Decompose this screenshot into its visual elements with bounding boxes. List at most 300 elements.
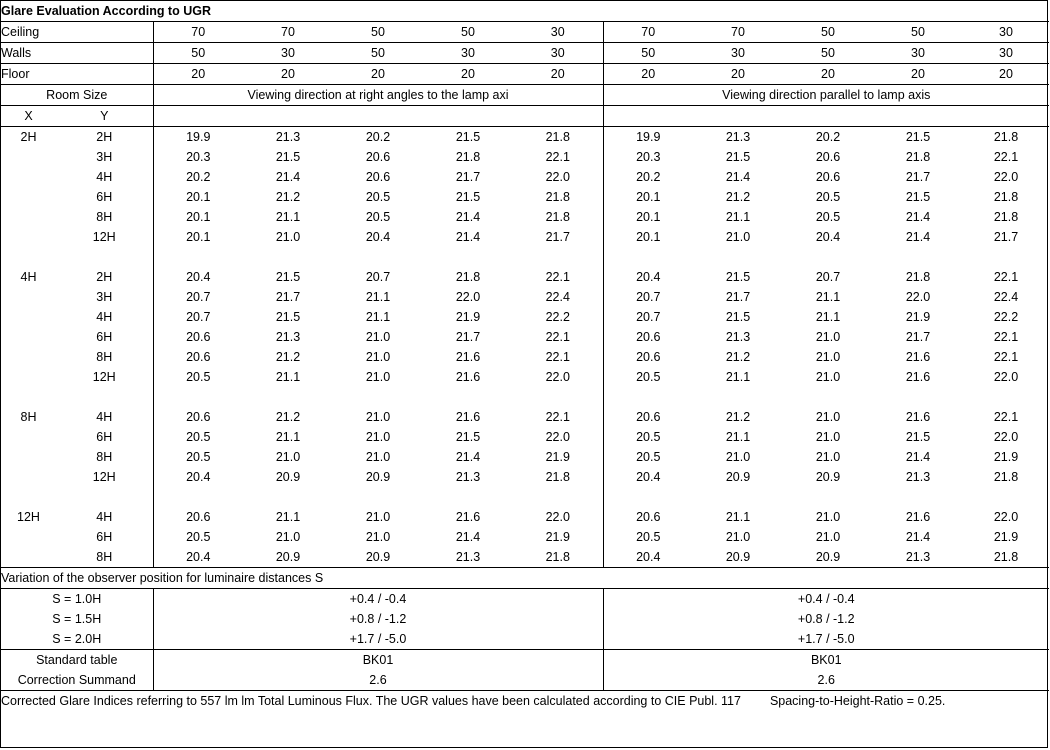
ugr-value-par-3: 20.5 bbox=[815, 190, 841, 204]
ugr-value-perp-2: 21.0 bbox=[275, 450, 301, 464]
ugr-value-par-4: 21.4 bbox=[905, 210, 931, 224]
ugr-value-par-5: 22.0 bbox=[993, 370, 1019, 384]
ugr-value-perp-5: 22.1 bbox=[513, 327, 603, 347]
ugr-value-perp-5: 22.4 bbox=[513, 287, 603, 307]
room-size-y: 6H bbox=[56, 187, 153, 207]
ugr-value-par-1: 20.6 bbox=[636, 510, 661, 524]
room-size-header: Room Size bbox=[1, 85, 153, 106]
ugr-value-par-3: 20.6 bbox=[815, 150, 841, 164]
ugr-value-perp-4: 21.6 bbox=[455, 410, 481, 424]
ugr-value-par-1: 19.9 bbox=[636, 130, 661, 144]
ugr-value-par-2: 21.5 bbox=[725, 310, 751, 324]
ugr-value-perp-3: 20.2 bbox=[365, 130, 391, 144]
ceiling-value-7: 70 bbox=[693, 22, 783, 43]
room-size-x bbox=[1, 147, 56, 167]
room-size-x bbox=[1, 307, 56, 327]
ugr-value-par-1: 20.1 bbox=[636, 190, 661, 204]
ugr-value-perp-4: 21.9 bbox=[455, 310, 481, 324]
ugr-value-par-3: 20.2 bbox=[815, 130, 841, 144]
ugr-value-perp-1: 20.7 bbox=[186, 290, 211, 304]
correction-summand-row bbox=[1, 670, 1049, 691]
row-label-ceiling: Ceiling bbox=[1, 22, 153, 43]
ugr-value-perp-3: 21.0 bbox=[365, 510, 391, 524]
ugr-value-perp-2: 21.0 bbox=[275, 530, 301, 544]
ugr-value-perp-4: 21.3 bbox=[455, 470, 481, 484]
ugr-value-par-5: 22.0 bbox=[993, 510, 1019, 524]
axis-header-spacer-left bbox=[153, 106, 603, 127]
ugr-value-par-4: 21.7 bbox=[905, 170, 931, 184]
ugr-value-perp-1: 20.2 bbox=[186, 170, 211, 184]
walls-value-1: 50 bbox=[153, 43, 243, 64]
ugr-value-par-5: 22.1 bbox=[993, 330, 1019, 344]
ugr-value-perp-5: 21.8 bbox=[513, 467, 603, 487]
ugr-value-par-5: 21.9 bbox=[993, 450, 1019, 464]
ugr-value-par-2: 21.2 bbox=[725, 190, 751, 204]
ugr-value-par-2: 21.0 bbox=[725, 450, 751, 464]
ugr-value-par-1: 20.7 bbox=[636, 290, 661, 304]
ugr-value-par-5: 21.8 bbox=[993, 550, 1019, 564]
variation-row-3 bbox=[1, 629, 1049, 650]
table-row bbox=[1, 467, 1049, 487]
floor-value-3: 20 bbox=[333, 64, 423, 85]
ugr-value-perp-4: 21.3 bbox=[455, 550, 481, 564]
floor-value-9: 20 bbox=[873, 64, 963, 85]
ugr-value-perp-5: 21.7 bbox=[513, 227, 603, 247]
ugr-value-par-1: 20.6 bbox=[636, 410, 661, 424]
ceiling-value-6: 70 bbox=[603, 22, 693, 43]
ugr-value-par-4: 21.8 bbox=[905, 270, 931, 284]
ugr-value-perp-3: 21.0 bbox=[365, 350, 391, 364]
walls-value-2: 30 bbox=[243, 43, 333, 64]
ugr-value-par-2: 21.0 bbox=[725, 230, 751, 244]
table-row bbox=[1, 287, 1049, 307]
floor-value-5: 20 bbox=[513, 64, 603, 85]
row-label-floor: Floor bbox=[1, 64, 153, 85]
table-row bbox=[1, 507, 1049, 527]
ugr-value-perp-4: 21.5 bbox=[455, 130, 481, 144]
ugr-value-perp-2: 21.3 bbox=[275, 330, 301, 344]
ugr-value-perp-3: 20.9 bbox=[365, 470, 391, 484]
ugr-value-perp-2: 21.2 bbox=[275, 410, 301, 424]
table-row bbox=[1, 227, 1049, 247]
table-row bbox=[1, 127, 1049, 148]
standard-table-row bbox=[1, 650, 1049, 671]
ugr-value-perp-5: 21.8 bbox=[513, 207, 603, 227]
table-row bbox=[1, 327, 1049, 347]
ugr-value-perp-2: 21.1 bbox=[275, 370, 301, 384]
table-row bbox=[1, 407, 1049, 427]
ugr-value-par-4: 21.6 bbox=[905, 510, 931, 524]
ugr-value-perp-4: 21.7 bbox=[455, 330, 481, 344]
room-size-y: 6H bbox=[56, 527, 153, 547]
room-size-y: 8H bbox=[56, 207, 153, 227]
ugr-value-perp-5: 22.1 bbox=[513, 347, 603, 367]
ugr-value-par-1: 20.4 bbox=[636, 270, 661, 284]
ugr-value-perp-2: 21.7 bbox=[275, 290, 301, 304]
room-size-y: 2H bbox=[56, 127, 153, 148]
room-size-y: 4H bbox=[56, 307, 153, 327]
ugr-value-perp-5: 22.0 bbox=[513, 507, 603, 527]
ugr-value-perp-5: 22.0 bbox=[513, 167, 603, 187]
room-size-y: 4H bbox=[56, 167, 153, 187]
ugr-value-perp-2: 21.5 bbox=[275, 270, 301, 284]
ceiling-value-8: 50 bbox=[783, 22, 873, 43]
walls-value-4: 30 bbox=[423, 43, 513, 64]
variation-row-2 bbox=[1, 609, 1049, 629]
variation-right-2: +0.8 / -1.2 bbox=[797, 612, 855, 626]
ugr-value-perp-1: 20.5 bbox=[186, 530, 211, 544]
row-label-walls: Walls bbox=[1, 43, 153, 64]
ugr-value-perp-3: 20.4 bbox=[365, 230, 391, 244]
table-row bbox=[1, 547, 1049, 568]
ugr-value-perp-4: 21.7 bbox=[455, 170, 481, 184]
room-size-y: 12H bbox=[56, 227, 153, 247]
variation-title: Variation of the observer position for luminaire distances S bbox=[1, 568, 1049, 589]
ugr-value-par-3: 21.1 bbox=[815, 310, 841, 324]
room-size-x bbox=[1, 187, 56, 207]
room-size-x bbox=[1, 467, 56, 487]
room-size-x bbox=[1, 227, 56, 247]
ugr-value-par-5: 22.2 bbox=[993, 310, 1019, 324]
ugr-value-perp-3: 21.1 bbox=[365, 310, 391, 324]
direction-parallel-header: Viewing direction parallel to lamp axis bbox=[603, 85, 1049, 106]
room-size-y: 4H bbox=[56, 507, 153, 527]
ugr-value-perp-2: 21.5 bbox=[275, 310, 301, 324]
ugr-value-par-2: 21.3 bbox=[725, 330, 751, 344]
ugr-value-perp-3: 21.0 bbox=[365, 530, 391, 544]
ugr-value-perp-5: 21.8 bbox=[513, 127, 603, 148]
correction-summand-left: 2.6 bbox=[153, 670, 603, 691]
ugr-value-par-2: 21.1 bbox=[725, 430, 751, 444]
walls-value-10: 30 bbox=[963, 43, 1049, 64]
axis-y-header: Y bbox=[56, 106, 153, 127]
ugr-value-par-3: 21.0 bbox=[815, 430, 841, 444]
ugr-value-par-4: 21.7 bbox=[905, 330, 931, 344]
footer-cell bbox=[1, 691, 1049, 712]
variation-right-3: +1.7 / -5.0 bbox=[797, 632, 855, 646]
ugr-value-par-4: 21.4 bbox=[905, 230, 931, 244]
room-size-y: 8H bbox=[56, 447, 153, 467]
ugr-value-perp-3: 20.6 bbox=[365, 170, 391, 184]
ceiling-value-3: 50 bbox=[333, 22, 423, 43]
ceiling-value-4: 50 bbox=[423, 22, 513, 43]
ugr-value-perp-5: 21.9 bbox=[513, 447, 603, 467]
walls-value-3: 50 bbox=[333, 43, 423, 64]
room-size-x bbox=[1, 427, 56, 447]
ugr-value-par-3: 20.7 bbox=[815, 270, 841, 284]
floor-value-2: 20 bbox=[243, 64, 333, 85]
correction-summand-label: Correction Summand bbox=[1, 670, 153, 691]
ugr-value-par-1: 20.6 bbox=[636, 330, 661, 344]
ugr-value-perp-1: 20.1 bbox=[186, 210, 211, 224]
ugr-value-perp-5: 22.1 bbox=[513, 407, 603, 427]
ugr-value-perp-4: 21.4 bbox=[455, 210, 481, 224]
ugr-value-par-5: 22.0 bbox=[993, 170, 1019, 184]
ugr-value-par-2: 21.2 bbox=[725, 350, 751, 364]
ugr-value-par-1: 20.1 bbox=[636, 210, 661, 224]
room-size-x: 12H bbox=[17, 510, 40, 524]
ugr-value-perp-4: 21.6 bbox=[455, 510, 481, 524]
ugr-value-perp-4: 21.4 bbox=[455, 450, 481, 464]
ugr-value-perp-3: 20.9 bbox=[365, 550, 391, 564]
ugr-value-perp-2: 21.2 bbox=[275, 190, 301, 204]
ugr-value-perp-3: 21.0 bbox=[365, 370, 391, 384]
ugr-value-perp-4: 21.6 bbox=[455, 370, 481, 384]
room-size-y: 3H bbox=[56, 147, 153, 167]
ugr-value-par-3: 20.9 bbox=[815, 470, 841, 484]
floor-value-1: 20 bbox=[153, 64, 243, 85]
ugr-value-par-1: 20.5 bbox=[636, 430, 661, 444]
ugr-value-par-4: 21.5 bbox=[905, 190, 931, 204]
room-size-x bbox=[1, 167, 56, 187]
ugr-value-perp-3: 20.6 bbox=[365, 150, 391, 164]
table-row bbox=[1, 347, 1049, 367]
variation-label-2: S = 1.5H bbox=[1, 609, 153, 629]
room-size-x bbox=[1, 207, 56, 227]
room-size-y: 12H bbox=[56, 467, 153, 487]
ugr-value-par-2: 21.5 bbox=[725, 150, 751, 164]
ugr-value-perp-5: 22.1 bbox=[513, 267, 603, 287]
variation-right-1: +0.4 / -0.4 bbox=[797, 592, 855, 606]
room-size-y: 6H bbox=[56, 427, 153, 447]
ugr-value-perp-3: 20.5 bbox=[365, 190, 391, 204]
variation-label-3: S = 2.0H bbox=[1, 629, 153, 650]
ugr-value-par-1: 20.5 bbox=[636, 370, 661, 384]
ugr-value-perp-4: 21.5 bbox=[455, 190, 481, 204]
ugr-value-par-4: 22.0 bbox=[905, 290, 931, 304]
ugr-value-perp-2: 21.1 bbox=[275, 510, 301, 524]
ugr-value-par-1: 20.1 bbox=[636, 230, 661, 244]
ugr-value-par-3: 20.6 bbox=[815, 170, 841, 184]
room-size-x bbox=[1, 367, 56, 387]
ceiling-value-10: 30 bbox=[963, 22, 1049, 43]
floor-value-8: 20 bbox=[783, 64, 873, 85]
ugr-value-par-5: 22.1 bbox=[993, 150, 1019, 164]
axis-x-header: X bbox=[1, 106, 56, 127]
page-title: Glare Evaluation According to UGR bbox=[1, 1, 1049, 22]
table-row bbox=[1, 367, 1049, 387]
sheet-title-row bbox=[1, 1, 1049, 22]
ugr-value-par-4: 21.6 bbox=[905, 410, 931, 424]
ugr-value-perp-3: 21.0 bbox=[365, 410, 391, 424]
axis-header-row bbox=[1, 106, 1049, 127]
ugr-value-par-2: 21.2 bbox=[725, 410, 751, 424]
ugr-value-perp-4: 21.8 bbox=[455, 270, 481, 284]
ugr-value-par-2: 21.5 bbox=[725, 270, 751, 284]
room-size-x: 4H bbox=[20, 270, 37, 284]
ugr-value-perp-1: 20.1 bbox=[186, 230, 211, 244]
ugr-value-par-5: 21.7 bbox=[993, 230, 1019, 244]
room-size-x bbox=[1, 547, 56, 568]
ugr-value-perp-1: 19.9 bbox=[186, 130, 211, 144]
ugr-value-par-5: 22.1 bbox=[993, 350, 1019, 364]
section-header-row bbox=[1, 85, 1049, 106]
variation-left-2: +0.8 / -1.2 bbox=[153, 609, 603, 629]
table-row bbox=[1, 307, 1049, 327]
ugr-value-perp-2: 21.5 bbox=[275, 150, 301, 164]
ugr-value-perp-2: 21.1 bbox=[275, 210, 301, 224]
ugr-value-par-2: 21.1 bbox=[725, 210, 751, 224]
ugr-value-par-4: 21.5 bbox=[905, 430, 931, 444]
ugr-value-perp-5: 21.9 bbox=[513, 527, 603, 547]
ugr-value-par-4: 21.6 bbox=[905, 350, 931, 364]
ugr-value-par-4: 21.4 bbox=[905, 450, 931, 464]
variation-title-row bbox=[1, 568, 1049, 589]
floor-value-4: 20 bbox=[423, 64, 513, 85]
ugr-value-perp-2: 21.0 bbox=[275, 230, 301, 244]
ugr-value-par-4: 21.3 bbox=[905, 470, 931, 484]
room-size-x bbox=[1, 327, 56, 347]
room-size-x: 8H bbox=[20, 410, 37, 424]
table-row bbox=[1, 167, 1049, 187]
ceiling-value-9: 50 bbox=[873, 22, 963, 43]
ugr-value-par-3: 21.0 bbox=[815, 450, 841, 464]
direction-right-angles-header: Viewing direction at right angles to the lamp axi bbox=[153, 85, 603, 106]
table-row bbox=[1, 147, 1049, 167]
ugr-value-par-3: 21.0 bbox=[815, 350, 841, 364]
room-size-y: 2H bbox=[56, 267, 153, 287]
ugr-value-par-5: 22.0 bbox=[993, 430, 1019, 444]
ugr-value-perp-1: 20.6 bbox=[186, 410, 211, 424]
ceiling-value-2: 70 bbox=[243, 22, 333, 43]
ugr-value-perp-1: 20.6 bbox=[186, 510, 211, 524]
ugr-value-perp-1: 20.4 bbox=[186, 550, 211, 564]
room-size-y: 6H bbox=[56, 327, 153, 347]
standard-table-label: Standard table bbox=[1, 650, 153, 671]
room-size-y: 12H bbox=[56, 367, 153, 387]
walls-value-8: 50 bbox=[783, 43, 873, 64]
room-size-y: 8H bbox=[56, 347, 153, 367]
ugr-value-par-5: 21.9 bbox=[993, 530, 1019, 544]
reflectance-row-ceiling bbox=[1, 22, 1049, 43]
variation-row-1 bbox=[1, 589, 1049, 610]
ugr-value-perp-4: 21.8 bbox=[455, 150, 481, 164]
ugr-value-par-3: 20.4 bbox=[815, 230, 841, 244]
ugr-value-perp-4: 21.4 bbox=[455, 230, 481, 244]
table-row bbox=[1, 447, 1049, 467]
ugr-value-par-5: 21.8 bbox=[993, 470, 1019, 484]
axis-header-spacer-right bbox=[603, 106, 1049, 127]
ugr-value-par-1: 20.3 bbox=[636, 150, 661, 164]
ugr-value-perp-2: 20.9 bbox=[275, 470, 301, 484]
ugr-value-perp-2: 21.3 bbox=[275, 130, 301, 144]
ugr-value-par-4: 21.5 bbox=[905, 130, 931, 144]
ugr-value-par-3: 20.9 bbox=[815, 550, 841, 564]
ugr-value-par-4: 21.9 bbox=[905, 310, 931, 324]
floor-value-6: 20 bbox=[603, 64, 693, 85]
table-row bbox=[1, 207, 1049, 227]
ceiling-value-5: 30 bbox=[513, 22, 603, 43]
ugr-value-par-5: 22.1 bbox=[993, 410, 1019, 424]
ugr-value-perp-5: 21.8 bbox=[513, 187, 603, 207]
ugr-table bbox=[1, 1, 1049, 711]
room-size-x bbox=[1, 287, 56, 307]
ugr-value-par-3: 21.0 bbox=[815, 410, 841, 424]
ugr-value-perp-3: 21.0 bbox=[365, 450, 391, 464]
ugr-value-par-1: 20.6 bbox=[636, 350, 661, 364]
ugr-value-perp-4: 21.5 bbox=[455, 430, 481, 444]
ugr-value-par-2: 20.9 bbox=[725, 470, 751, 484]
ugr-value-perp-1: 20.4 bbox=[186, 470, 211, 484]
walls-value-9: 30 bbox=[873, 43, 963, 64]
room-size-x bbox=[1, 527, 56, 547]
ugr-value-par-2: 21.1 bbox=[725, 370, 751, 384]
ugr-value-par-1: 20.5 bbox=[636, 450, 661, 464]
ugr-value-perp-3: 21.0 bbox=[365, 430, 391, 444]
ugr-value-perp-1: 20.5 bbox=[186, 450, 211, 464]
ugr-value-perp-4: 21.6 bbox=[455, 350, 481, 364]
ugr-value-perp-1: 20.6 bbox=[186, 350, 211, 364]
ugr-value-perp-1: 20.5 bbox=[186, 430, 211, 444]
ugr-value-par-5: 21.8 bbox=[993, 190, 1019, 204]
ugr-value-perp-3: 21.1 bbox=[365, 290, 391, 304]
correction-summand-right: 2.6 bbox=[603, 670, 1049, 691]
ugr-value-perp-5: 22.1 bbox=[513, 147, 603, 167]
ugr-value-par-1: 20.4 bbox=[636, 470, 661, 484]
ugr-value-par-2: 21.7 bbox=[725, 290, 751, 304]
ugr-value-par-4: 21.4 bbox=[905, 530, 931, 544]
ugr-value-perp-5: 22.0 bbox=[513, 427, 603, 447]
variation-left-1: +0.4 / -0.4 bbox=[153, 589, 603, 610]
ugr-value-perp-2: 21.4 bbox=[275, 170, 301, 184]
ugr-value-perp-1: 20.4 bbox=[186, 270, 211, 284]
ugr-value-par-2: 21.4 bbox=[725, 170, 751, 184]
ugr-value-perp-3: 20.7 bbox=[365, 270, 391, 284]
ceiling-value-1: 70 bbox=[153, 22, 243, 43]
ugr-value-perp-4: 21.4 bbox=[455, 530, 481, 544]
ugr-value-perp-3: 21.0 bbox=[365, 330, 391, 344]
ugr-value-par-3: 21.1 bbox=[815, 290, 841, 304]
walls-value-5: 30 bbox=[513, 43, 603, 64]
ugr-value-perp-1: 20.6 bbox=[186, 330, 211, 344]
ugr-value-perp-2: 21.2 bbox=[275, 350, 301, 364]
ugr-value-par-3: 20.5 bbox=[815, 210, 841, 224]
group-spacer bbox=[1, 387, 1049, 407]
standard-table-right: BK01 bbox=[603, 650, 1049, 671]
ugr-value-perp-3: 20.5 bbox=[365, 210, 391, 224]
ugr-value-par-5: 21.8 bbox=[993, 210, 1019, 224]
walls-value-7: 30 bbox=[693, 43, 783, 64]
room-size-y: 8H bbox=[56, 547, 153, 568]
floor-value-7: 20 bbox=[693, 64, 783, 85]
room-size-x bbox=[1, 447, 56, 467]
ugr-value-par-2: 21.3 bbox=[725, 130, 751, 144]
table-row bbox=[1, 187, 1049, 207]
ugr-value-par-4: 21.8 bbox=[905, 150, 931, 164]
group-spacer bbox=[1, 487, 1049, 507]
ugr-value-perp-5: 22.0 bbox=[513, 367, 603, 387]
ugr-value-par-4: 21.6 bbox=[905, 370, 931, 384]
ugr-value-par-5: 22.1 bbox=[993, 270, 1019, 284]
ugr-value-par-1: 20.2 bbox=[636, 170, 661, 184]
ugr-value-perp-1: 20.1 bbox=[186, 190, 211, 204]
ugr-value-par-3: 21.0 bbox=[815, 530, 841, 544]
floor-value-10: 20 bbox=[963, 64, 1049, 85]
footer-note: Corrected Glare Indices referring to 557 lm lm Total Luminous Flux. The UGR values have been calculated according to CIE Publ. 117 bbox=[1, 694, 741, 708]
room-size-y: 4H bbox=[56, 407, 153, 427]
ugr-value-par-2: 21.0 bbox=[725, 530, 751, 544]
ugr-value-par-2: 21.1 bbox=[725, 510, 751, 524]
ugr-value-par-5: 22.4 bbox=[993, 290, 1019, 304]
ugr-value-par-2: 20.9 bbox=[725, 550, 751, 564]
ugr-value-perp-4: 22.0 bbox=[455, 290, 481, 304]
ugr-value-par-1: 20.5 bbox=[636, 530, 661, 544]
ugr-value-par-3: 21.0 bbox=[815, 370, 841, 384]
standard-table-left: BK01 bbox=[153, 650, 603, 671]
ugr-value-perp-2: 20.9 bbox=[275, 550, 301, 564]
ugr-value-par-5: 21.8 bbox=[993, 130, 1019, 144]
table-row bbox=[1, 267, 1049, 287]
